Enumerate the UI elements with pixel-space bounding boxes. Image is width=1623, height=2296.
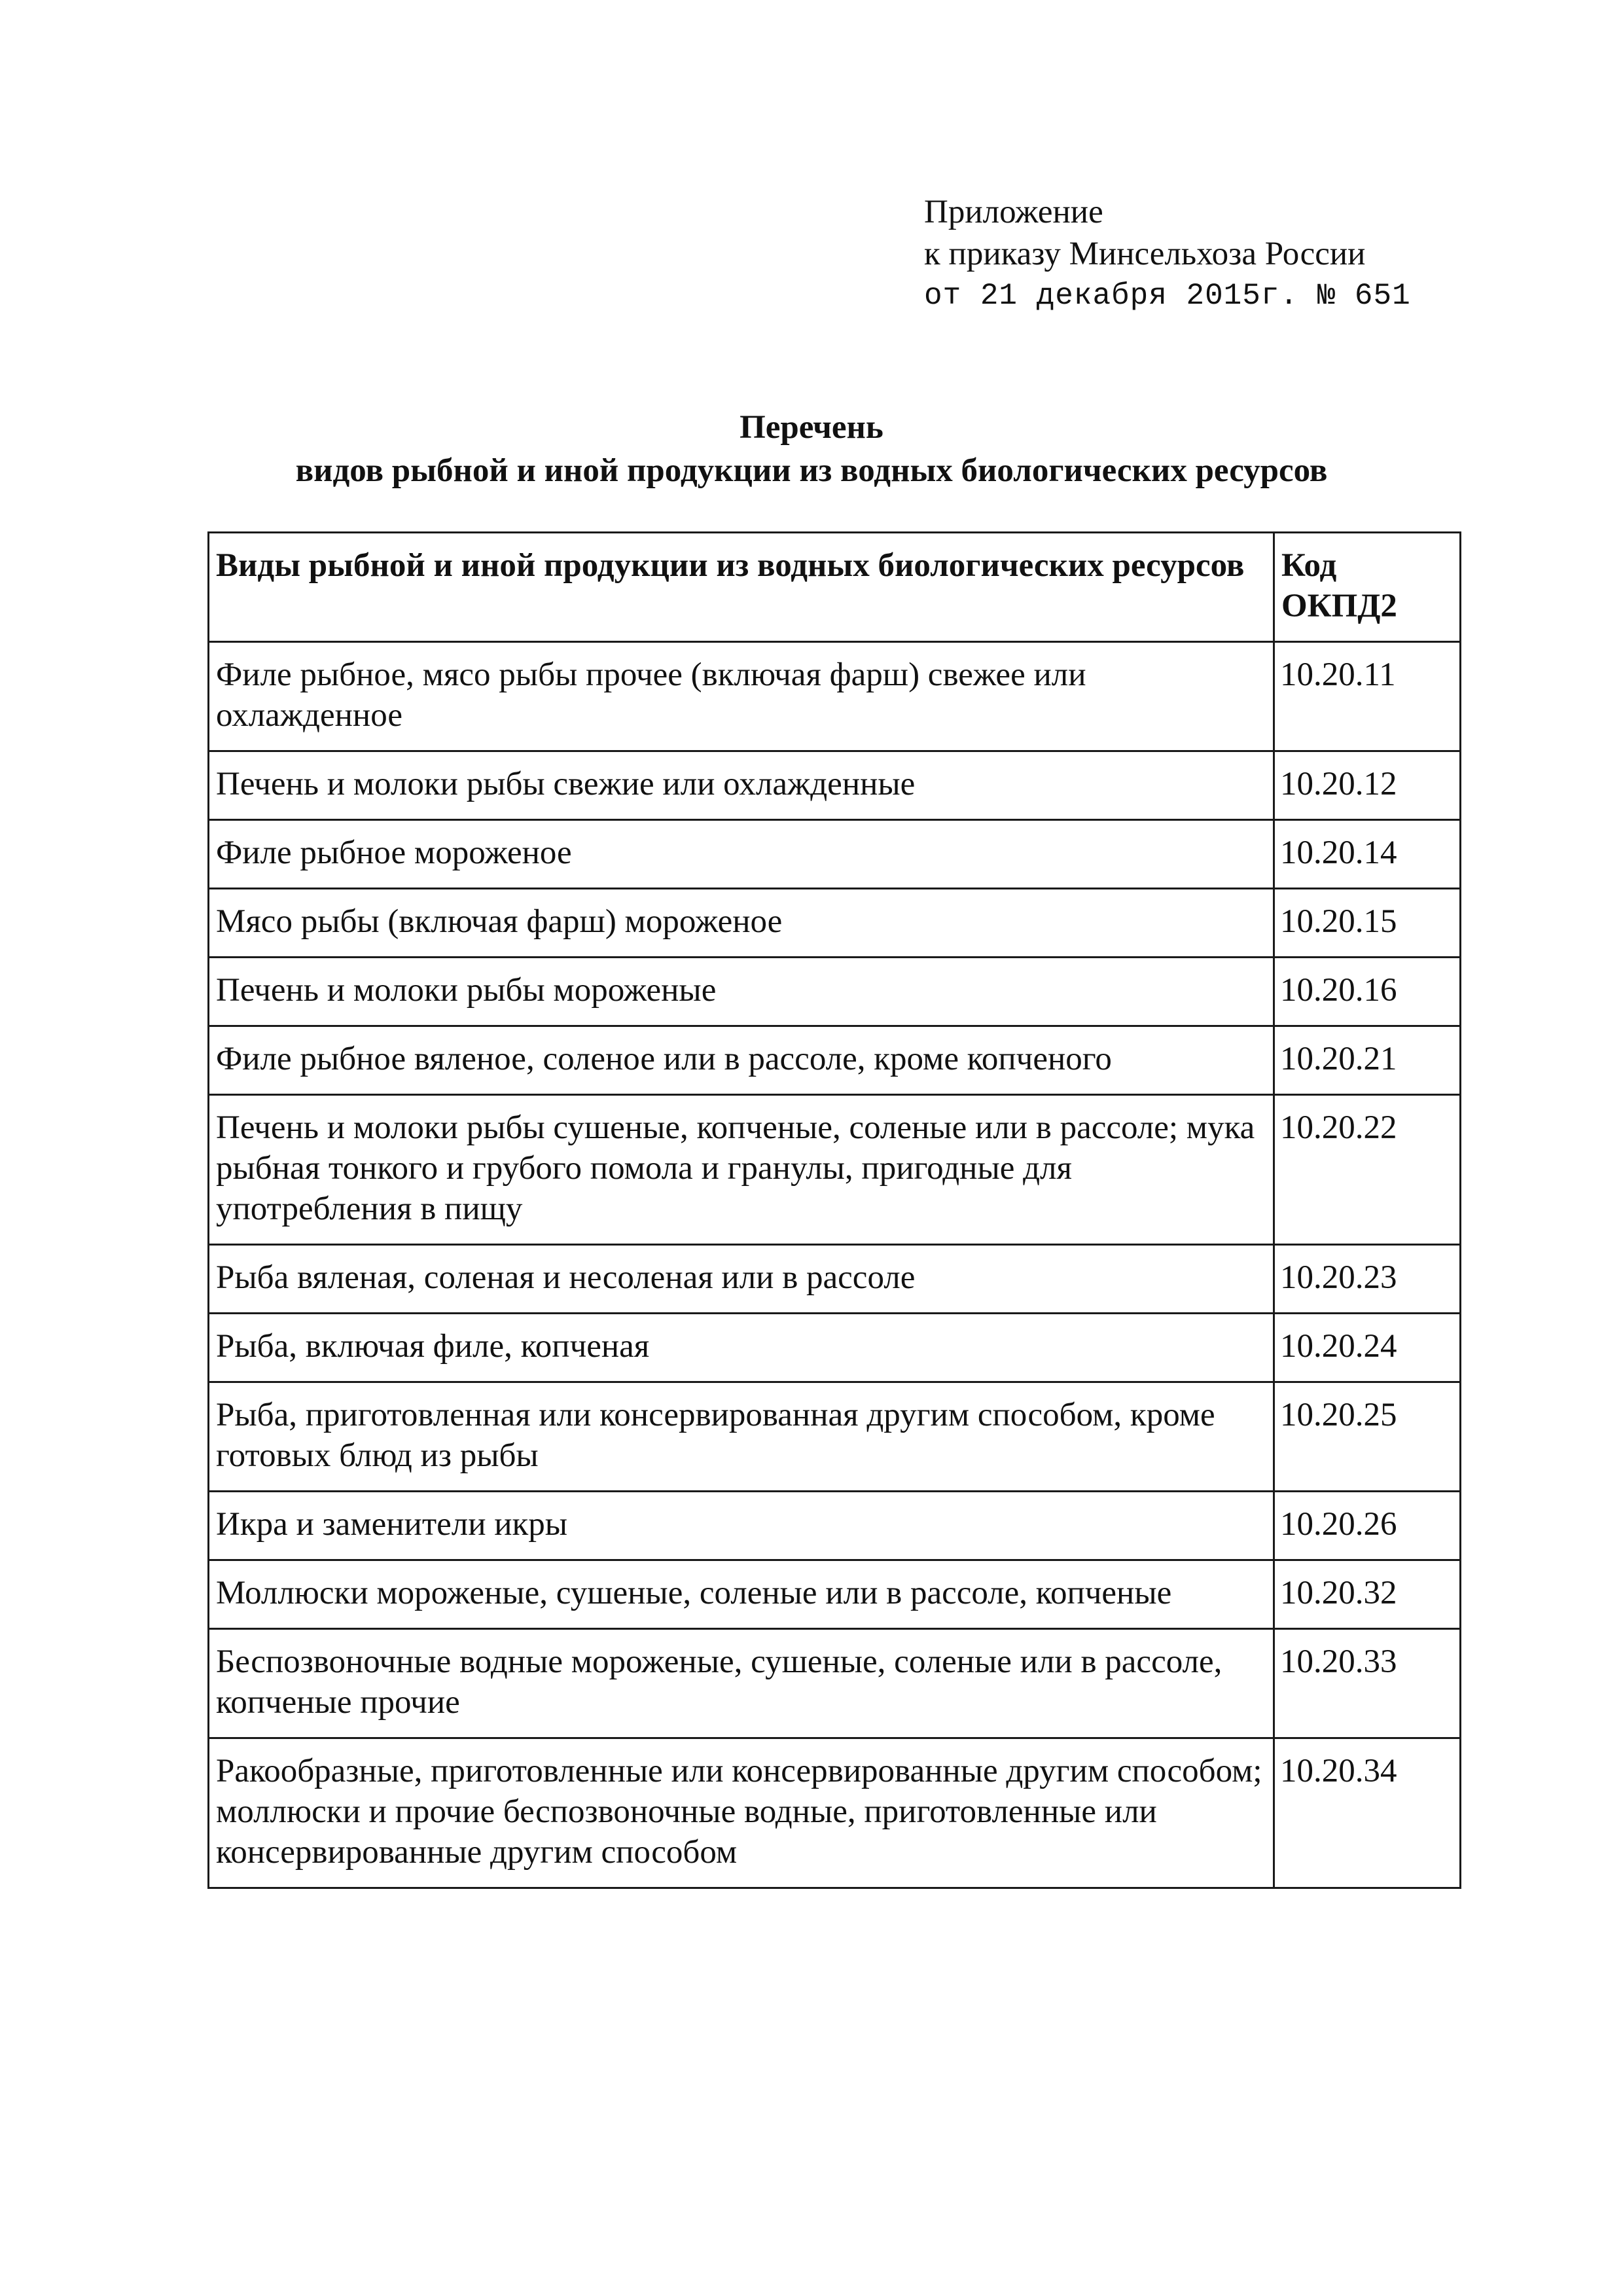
- table-row: [209, 1629, 1461, 1738]
- okpd2-code-cell: 10.20.15: [1274, 889, 1461, 958]
- okpd2-code-cell: 10.20.12: [1274, 751, 1461, 820]
- product-kind-cell: Печень и молоки рыбы мороженые: [209, 958, 1274, 1026]
- table-row: [209, 820, 1461, 889]
- product-kind-cell: Печень и молоки рыбы сушеные, копченые, соленые или в рассоле; мука рыбная тонкого и грубого помола и гранулы, пригодные для употребления в пищу: [209, 1095, 1274, 1245]
- okpd2-code-cell: 10.20.34: [1274, 1738, 1461, 1888]
- products-table: [207, 531, 1461, 1889]
- product-kind-cell: Рыба вяленая, соленая и несоленая или в рассоле: [209, 1245, 1274, 1314]
- annex-block: [924, 191, 1411, 317]
- product-kind-cell: Мясо рыбы (включая фарш) мороженое: [209, 889, 1274, 958]
- okpd2-code-cell: 10.20.21: [1274, 1026, 1461, 1095]
- table-row: [209, 1560, 1461, 1629]
- product-kind-cell: Беспозвоночные водные мороженые, сушеные, соленые или в рассоле, копченые прочие: [209, 1629, 1274, 1738]
- product-kind-cell: Филе рыбное, мясо рыбы прочее (включая фарш) свежее или охлажденное: [209, 642, 1274, 751]
- table-row: [209, 642, 1461, 751]
- product-kind-cell: Ракообразные, приготовленные или консервированные другим способом; моллюски и прочие беспозвоночные водные, приготовленные или консервированные другим способом: [209, 1738, 1274, 1888]
- document-title: [0, 406, 1623, 492]
- table-row: [209, 1314, 1461, 1382]
- table-row: [209, 1095, 1461, 1245]
- product-kind-cell: Филе рыбное вяленое, соленое или в рассоле, кроме копченого: [209, 1026, 1274, 1095]
- okpd2-code-cell: 10.20.33: [1274, 1629, 1461, 1738]
- table-row: [209, 1738, 1461, 1888]
- okpd2-code-cell: 10.20.32: [1274, 1560, 1461, 1629]
- table-row: [209, 751, 1461, 820]
- table-row: [209, 1026, 1461, 1095]
- table-row: [209, 1382, 1461, 1492]
- okpd2-code-cell: 10.20.23: [1274, 1245, 1461, 1314]
- table-row: [209, 958, 1461, 1026]
- annex-line-1: Приложение: [924, 194, 1103, 230]
- annex-line-2: к приказу Минсельхоза России: [924, 236, 1366, 272]
- okpd2-code-cell: 10.20.22: [1274, 1095, 1461, 1245]
- product-kind-cell: Филе рыбное мороженое: [209, 820, 1274, 889]
- okpd2-code-cell: 10.20.24: [1274, 1314, 1461, 1382]
- product-kind-cell: Икра и заменители икры: [209, 1492, 1274, 1560]
- header-code: Код ОКПД2: [1274, 533, 1461, 642]
- annex-order-reference: от 21 декабря 2015г. № 651: [924, 279, 1411, 313]
- okpd2-code-cell: 10.20.16: [1274, 958, 1461, 1026]
- product-kind-cell: Моллюски мороженые, сушеные, соленые или в рассоле, копченые: [209, 1560, 1274, 1629]
- table-row: [209, 889, 1461, 958]
- okpd2-code-cell: 10.20.11: [1274, 642, 1461, 751]
- table-header-row: [209, 533, 1461, 642]
- product-kind-cell: Печень и молоки рыбы свежие или охлажденные: [209, 751, 1274, 820]
- product-kind-cell: Рыба, включая филе, копченая: [209, 1314, 1274, 1382]
- okpd2-code-cell: 10.20.26: [1274, 1492, 1461, 1560]
- table-row: [209, 1492, 1461, 1560]
- title-line-2: видов рыбной и иной продукции из водных биологических ресурсов: [295, 452, 1328, 489]
- okpd2-code-cell: 10.20.14: [1274, 820, 1461, 889]
- title-line-1: Перечень: [740, 409, 883, 446]
- header-kind: Виды рыбной и иной продукции из водных биологических ресурсов: [209, 533, 1274, 642]
- table-row: [209, 1245, 1461, 1314]
- okpd2-code-cell: 10.20.25: [1274, 1382, 1461, 1492]
- product-kind-cell: Рыба, приготовленная или консервированная другим способом, кроме готовых блюд из рыбы: [209, 1382, 1274, 1492]
